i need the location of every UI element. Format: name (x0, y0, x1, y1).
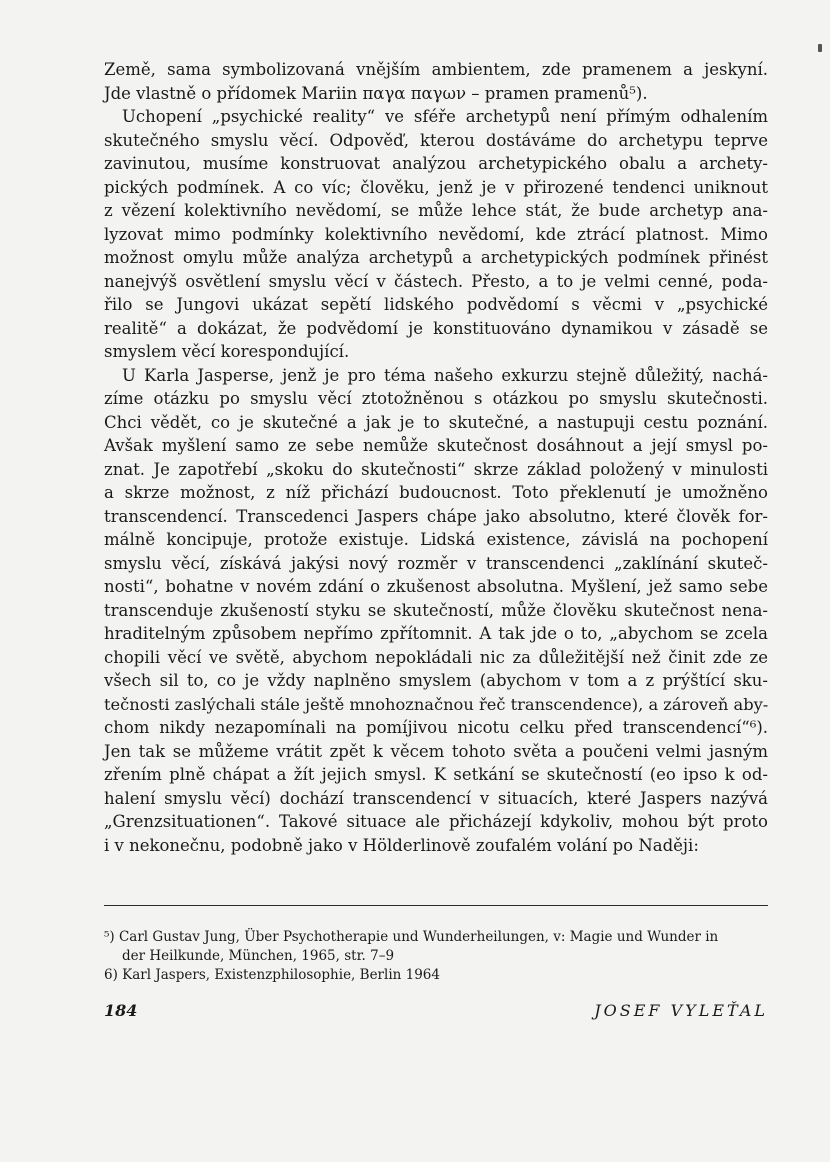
scan-mark (818, 44, 822, 52)
text-line: nanejvýš osvětlení smyslu věcí v částech. Přesto, a to je velmi cenné, poda- (104, 271, 768, 291)
footnote-separator (104, 905, 768, 906)
text-line: i v nekonečnu, podobně jako v Hölderlinově zoufalém volání po Naději: (104, 835, 699, 855)
page-body (104, 58, 768, 857)
text-line: Země, sama symbolizovaná vnějším ambientem, zde pramenem a jeskyní. (104, 60, 768, 79)
text-line: z vězení kolektivního nevědomí, se může lehce stát, že bude archetyp ana- (104, 201, 768, 220)
text-line: skutečného smyslu věcí. Odpověď, kterou dostáváme do archetypu teprve (104, 130, 768, 150)
page-number: 184 (104, 1001, 138, 1020)
text-line: Uchopení „psychické reality“ ve sféře archetypů není přímým odhalením (122, 107, 768, 126)
text-line: tečnosti zaslýchali stále ještě mnohoznačnou řeč transcendence), a zároveň aby- (104, 694, 769, 714)
body-text (104, 58, 768, 857)
footnote-5-continued: der Heilkunde, München, 1965, str. 7–9 (122, 948, 395, 964)
text-line: Jen tak se můžeme vrátit zpět k věcem tohoto světa a poučeni velmi jasným (104, 741, 768, 761)
text-line: halení smyslu věcí) dochází transcendencí v situacích, které Jaspers nazývá (104, 788, 768, 808)
text-line: Jde vlastně o přídomek Mariin παγα παγων – pramen pramenů⁵). (104, 83, 648, 103)
footnote-6: 6) Karl Jaspers, Existenzphilosophie, Berlin 1964 (104, 967, 440, 983)
text-line: zřením plně chápat a žít jejich smysl. K setkání se skutečností (eo ipso k od- (104, 765, 768, 784)
text-line: Chci vědět, co je skutečné a jak je to skutečné, a nastupuji cestu poznání. (104, 412, 768, 432)
text-line: U Karla Jasperse, jenž je pro téma našeho exkurzu stejně důležitý, nachá- (122, 365, 768, 385)
text-line: smyslem věcí korespondující. (104, 342, 350, 361)
text-line: chom nikdy nezapomínali na pomíjivou nicotu celku před transcendencí“⁶). (104, 718, 768, 737)
footnotes (104, 928, 768, 985)
text-line: a skrze možnost, z níž přichází budoucnost. Toto překlenutí je umožněno (104, 483, 768, 502)
text-line: lyzovat mimo podmínky kolektivního nevědomí, kde ztrácí platnost. Mimo (104, 224, 768, 244)
text-line: zíme otázku po smyslu věcí ztotožněnou s otázkou po smyslu skutečnosti. (104, 389, 768, 408)
text-line: pických podmínek. A co víc; člověku, jenž je v přirozené tendenci uniknout (104, 177, 768, 197)
text-line: znat. Je zapotřebí „skoku do skutečnosti“ skrze základ položený v minulosti (104, 459, 768, 479)
text-line: realitě“ a dokázat, že podvědomí je konstituováno dynamikou v zásadě se (104, 318, 768, 338)
page-footer (104, 1001, 768, 1025)
text-line: transcendencí. Transcedenci Jaspers chápe jako absolutno, které člověk for- (104, 506, 768, 526)
text-line: hraditelným způsobem nepřímo zpřítomnit. A tak jde o to, „abychom se zcela (104, 624, 768, 643)
text-line: možnost omylu může analýza archetypů a archetypických podmínek přinést (104, 248, 768, 267)
text-line: málně koncipuje, protože existuje. Lidská existence, závislá na pochopení (104, 530, 768, 549)
text-line: zavinutou, musíme konstruovat analýzou archetypického obalu a archety- (104, 154, 768, 173)
text-line: všech sil to, co je vždy naplněno smyslem (abychom v tom a z prýštící sku- (104, 671, 768, 690)
text-line: smyslu věcí, získává jakýsi nový rozměr v transcendenci „zaklínání skuteč- (104, 553, 768, 573)
text-line: transcenduje zkušeností styku se skutečností, může člověku skutečnost nena- (104, 600, 768, 620)
text-line: nosti“, bohatne v novém zdání o zkušenost absolutna. Myšlení, jež samo sebe (104, 577, 768, 596)
running-author: JOSEF VYLEŤAL (594, 1001, 768, 1020)
footnote-5: ⁵) Carl Gustav Jung, Über Psychotherapie und Wunderheilungen, v: Magie und Wunder in (104, 929, 719, 945)
text-line: „Grenzsituationen“. Takové situace ale přicházejí kdykoliv, mohou být proto (104, 812, 768, 831)
text-line: chopili věcí ve světě, abychom nepokládali nic za důležitější než činit zde ze (104, 647, 768, 667)
text-line: řilo se Jungovi ukázat sepětí lidského podvědomí s věcmi v „psychické (104, 295, 768, 314)
text-line: Avšak myšlení samo ze sebe nemůže skutečnost dosáhnout a její smysl po- (104, 436, 768, 455)
